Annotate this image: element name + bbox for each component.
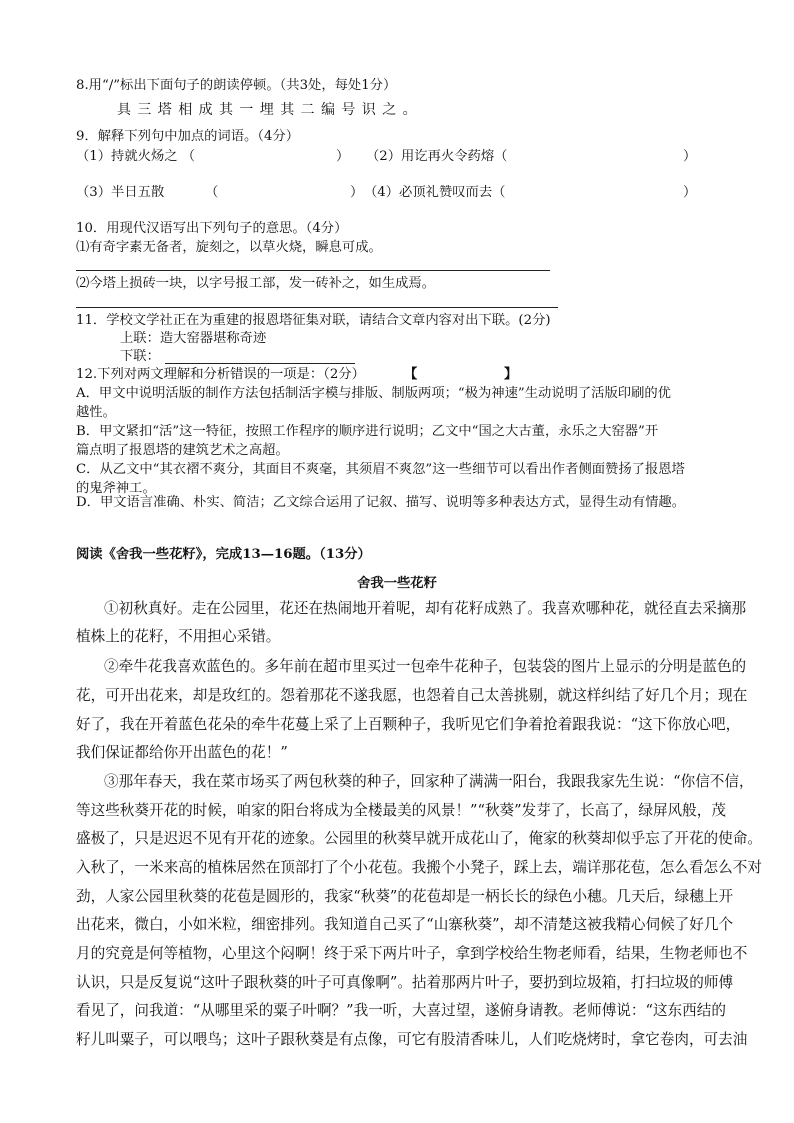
passage-title: 舍我一些花籽 [357, 576, 437, 591]
q12-option-d: D．甲文语言准确、朴实、简洁；乙文综合运用了记叙、描写、说明等多种表达方式，显得生动有情趣。 [76, 495, 686, 510]
q8-prompt: 8.用“/”标出下面句子的朗读停顿。（共3处，每处1分） [76, 78, 397, 93]
passage-line: ③那年春天，我在菜市场买了两包秋葵的种子，回家种了满满一阳台，我跟我家先生说：“你信不信， [104, 773, 754, 790]
passage-line: ①初秋真好。走在公园里，花还在热闹地开着呢，却有花籽成熟了。我喜欢哪种花，就径直去采摘那 [104, 600, 747, 617]
passage-line: 籽儿叫粟子，可以喂鸟；这叶子跟秋葵是有点像，可它有股清香味儿，人们吃烧烤时，拿它卷肉，可去油 [76, 1031, 748, 1048]
reading-instruction: 阅读《舍我一些花籽》，完成13—16题。（13分） [76, 547, 371, 562]
q9-item3-open: （ [205, 185, 219, 200]
q12-bracket-close: 】 [504, 367, 518, 382]
passage-line: ②牵牛花我喜欢蓝色的。多年前在超市里买过一包牵牛花种子，包装袋的图片上显示的分明是蓝色的 [104, 658, 747, 675]
q9-item2: （2）用讫再火令药熔（ [366, 149, 508, 164]
passage-line: 我们保证都给你开出蓝色的花！” [76, 744, 288, 761]
q9-item1-close: ） [336, 149, 350, 164]
q9-prompt: 9．解释下列句中加点的词语。（4分） [76, 129, 300, 144]
passage-line: 盛极了，只是迟迟不见有开花的迹象。公园里的秋葵早就开成花山了，俺家的秋葵却似乎忘了开花的使命。 [76, 830, 762, 847]
q12-option-b-cont: 篇点明了报恩塔的建筑艺术之高超。 [76, 443, 289, 458]
q11-lower-label: 下联： [120, 349, 160, 364]
passage-line: 入秋了，一米来高的植株居然在顶部打了个小花苞。我搬个小凳子，踩上去，端详那花苞，怎么看怎么不对 [76, 859, 762, 876]
passage-line: 好了，我在开着蓝色花朵的牵牛花蔓上采了上百颗种子，我听见它们争着抢着跟我说：“这下你放心吧， [76, 716, 741, 733]
q10-sentence-2: ⑵今塔上损砖一块，以字号报工部，发一砖补之，如生成焉。 [76, 276, 436, 291]
q12-option-b: B．甲文紧扣“活”这一特征，按照工作程序的顺序进行说明；乙文中“国之大古董，永乐之大窑器”开 [76, 424, 659, 439]
passage-line: 劲，人家公园里秋葵的花苞是圆形的，我家“秋葵”的花苞却是一柄长长的绿色小穗。几天后，绿穗上开 [76, 888, 734, 905]
q12-option-a: A．甲文中说明活版的制作方法包括制活字模与排版、制版两项；“极为神速”生动说明了活版印刷的优 [76, 386, 671, 401]
passage-line: 月的究竟是何等植物，心里这个闷啊！终于采下两片叶子，拿到学校给生物老师看，结果，生物老师也不 [76, 945, 748, 962]
q12-prompt: 12.下列对两文理解和分析错误的一项是：（2分） [76, 367, 365, 382]
passage-line: 花，可开出花来，却是玫红的。怨着那花不遂我愿，也怨着自己太善挑剔，就这样纠结了好几个月；现在 [76, 687, 748, 704]
answer-line-1[interactable] [76, 270, 550, 271]
passage-line: 等这些秋葵开花的时候，咱家的阳台将成为全楼最美的风景！”“秋葵”发芽了，长高了，绿屏风般，茂 [76, 802, 726, 819]
q12-option-c-cont: 的鬼斧神工。 [76, 481, 156, 496]
q12-option-a-cont: 越性。 [76, 405, 116, 420]
q12-option-c: C．从乙文中“其衣褶不爽分，其面目不爽毫，其须眉不爽忽”这一些细节可以看出作者侧面赞扬了报恩塔 [76, 462, 685, 477]
q8-sentence: 具三塔相成其一埋其二编号识之。 [117, 102, 423, 118]
q11-prompt: 11．学校文学社正在为重建的报恩塔征集对联，请结合文章内容对出下联。(2分) [76, 313, 551, 328]
q12-bracket-open: 【 [404, 367, 418, 382]
passage-line: 植株上的花籽，不用担心采错。 [76, 628, 281, 645]
passage-line: 看见了，问我道：“从哪里采的粟子叶啊？”我一听，大喜过望，遂俯身请教。老师傅说：“这东西结的 [76, 1002, 726, 1019]
q9-item3: （3）半日五散 [76, 185, 165, 200]
q10-sentence-1: ⑴有奇字素无备者，旋刻之，以草火烧，瞬息可成。 [76, 240, 382, 255]
q11-answer-line[interactable] [165, 363, 355, 364]
q11-upper-couplet: 上联：造大窑器堪称奇迹 [120, 331, 267, 346]
q9-item3-close: ） [350, 185, 364, 200]
q9-item1: （1）持就火炀之 （ [76, 149, 196, 164]
q9-item2-close: ） [683, 149, 697, 164]
passage-line: 认识，只是反复说“这叶子跟秋葵的叶子可真像啊”。拈着那两片叶子，要扔到垃圾箱，打扫垃圾的师傅 [76, 974, 734, 991]
answer-line-2[interactable] [76, 307, 558, 308]
passage-line: 出花来，微白，小如米粒，细密排列。我知道自己买了“山寨秋葵”，却不清楚这被我精心伺候了好几个 [76, 916, 734, 933]
q9-item4: （4）必顶礼赞叹而去（ [364, 185, 506, 200]
q10-prompt: 10．用现代汉语写出下列句子的意思。（4分） [76, 221, 348, 236]
q9-item4-close: ） [683, 185, 697, 200]
